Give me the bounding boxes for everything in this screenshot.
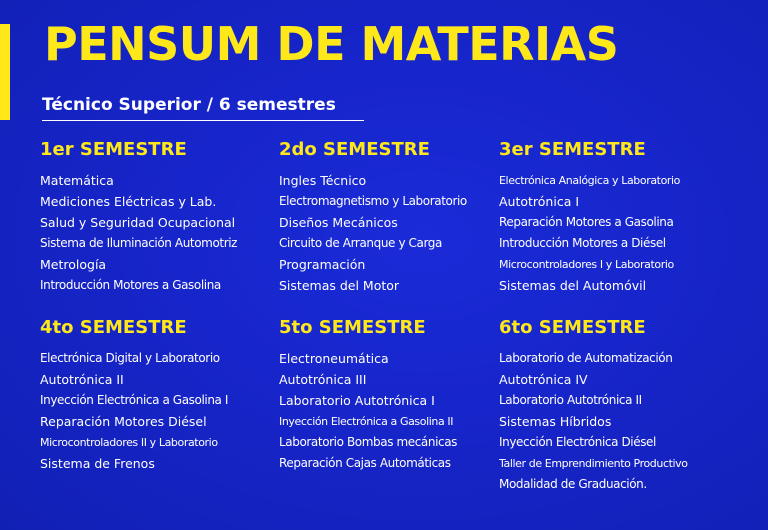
semester-3-course-list <box>499 170 680 296</box>
semester-4-title: 4to SEMESTRE <box>40 317 187 338</box>
course-item: Ingles Técnico <box>279 173 367 188</box>
semester-1-title: 1er SEMESTRE <box>40 139 187 160</box>
course-item: Reparación Motores a Gasolina <box>499 215 674 229</box>
semester-3-section <box>499 138 680 296</box>
course-item: Sistema de Iluminación Automotriz <box>40 236 238 250</box>
course-item: Metrología <box>40 257 107 272</box>
course-item: Programación <box>279 257 366 272</box>
semester-4-course-list <box>40 348 228 474</box>
course-item: Sistemas del Automóvil <box>499 278 647 293</box>
course-item: Matemática <box>40 173 114 188</box>
semester-6-title: 6to SEMESTRE <box>499 317 646 338</box>
course-item: Autotrónica II <box>40 372 124 387</box>
course-item: Inyección Electrónica a Gasolina II <box>279 415 454 428</box>
course-item: Laboratorio Bombas mecánicas <box>279 435 458 449</box>
course-item: Introducción Motores a Diésel <box>499 236 666 250</box>
semester-1-section <box>40 138 237 296</box>
semester-1-course-list <box>40 170 237 296</box>
semester-5-title: 5to SEMESTRE <box>279 317 426 338</box>
course-item: Taller de Emprendimiento Productivo <box>499 457 688 470</box>
course-item: Salud y Seguridad Ocupacional <box>40 215 236 230</box>
course-item: Microcontroladores II y Laboratorio <box>40 436 218 449</box>
course-item: Electroneumática <box>279 351 389 366</box>
semester-3-title: 3er SEMESTRE <box>499 139 646 160</box>
course-item: Inyección Electrónica a Gasolina I <box>40 393 229 407</box>
course-item: Mediciones Eléctricas y Lab. <box>40 194 217 209</box>
course-item: Autotrónica I <box>499 194 580 209</box>
course-item: Electrónica Digital y Laboratorio <box>40 351 220 365</box>
course-item: Reparación Cajas Automáticas <box>279 456 451 470</box>
course-item: Diseños Mecánicos <box>279 215 398 230</box>
course-item: Sistemas del Motor <box>279 278 400 293</box>
course-item: Autotrónica III <box>279 372 367 387</box>
semester-2-course-list <box>279 170 467 296</box>
course-item: Microcontroladores I y Laboratorio <box>499 258 674 271</box>
semester-2-title: 2do SEMESTRE <box>279 139 430 160</box>
course-item: Laboratorio de Automatización <box>499 351 673 365</box>
course-item: Sistemas Híbridos <box>499 414 612 429</box>
course-item: Reparación Motores Diésel <box>40 414 207 429</box>
course-item: Modalidad de Graduación. <box>499 477 647 491</box>
semester-5-course-list <box>279 348 457 474</box>
course-item: Laboratorio Autotrónica II <box>499 393 642 407</box>
semester-6-course-list <box>499 348 688 495</box>
semester-5-section <box>279 316 457 474</box>
program-subtitle: Técnico Superior / 6 semestres <box>42 94 364 121</box>
course-item: Circuito de Arranque y Carga <box>279 236 442 250</box>
course-item: Inyección Electrónica Diésel <box>499 435 656 449</box>
course-item: Electromagnetismo y Laboratorio <box>279 194 467 208</box>
course-item: Sistema de Frenos <box>40 456 155 471</box>
course-item: Electrónica Analógica y Laboratorio <box>499 174 681 187</box>
course-item: Introducción Motores a Gasolina <box>40 278 221 292</box>
course-item: Autotrónica IV <box>499 372 588 387</box>
course-item: Laboratorio Autotrónica I <box>279 393 435 408</box>
page-title: PENSUM DE MATERIAS <box>44 17 619 71</box>
semester-4-section <box>40 316 228 474</box>
accent-bar <box>0 24 10 120</box>
semester-6-section <box>499 316 688 495</box>
semester-2-section <box>279 138 467 296</box>
